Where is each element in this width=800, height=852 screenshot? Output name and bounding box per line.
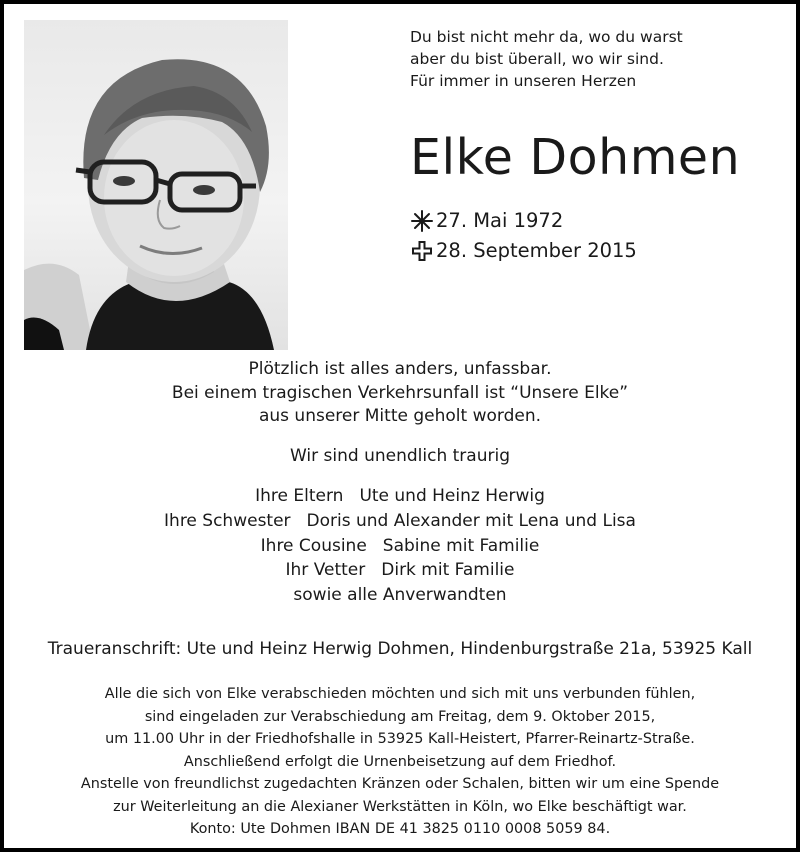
info-line: Alle die sich von Elke verabschieden möchten und sich mit uns verbunden fühlen, xyxy=(104,686,696,702)
mourner-row xyxy=(4,534,796,559)
obituary-notice xyxy=(4,4,796,848)
ceremony-info xyxy=(4,683,796,841)
mourner-relation: Ihre Schwester xyxy=(164,510,291,531)
intro-text xyxy=(4,358,796,429)
intro-line: Plötzlich ist alles anders, unfassbar. xyxy=(248,359,552,379)
mourner-names: Dirk mit Familie xyxy=(381,560,515,581)
mourner-names: Doris und Alexander mit Lena und Lisa xyxy=(306,510,636,531)
poem-line: aber du bist überall, wo wir sind. xyxy=(410,50,664,68)
mourner-row xyxy=(4,509,796,534)
portrait-photo xyxy=(24,20,288,350)
mourner-relation: Ihr Vetter xyxy=(285,560,366,581)
info-line: Anstelle von freundlichst zugedachten Kränzen oder Schalen, bitten wir um eine Spende xyxy=(80,776,720,792)
deceased-name: Elke Dohmen xyxy=(410,129,741,186)
mourning-address: Traueranschrift: Ute und Heinz Herwig Dohmen, Hindenburgstraße 21a, 53925 Kall xyxy=(47,639,753,659)
mourner-row xyxy=(4,484,796,509)
info-line: zur Weiterleitung an die Alexianer Werkstätten in Köln, wo Elke beschäftigt war. xyxy=(113,798,687,815)
mourner-names: Sabine mit Familie xyxy=(382,535,540,556)
birth-date-row xyxy=(410,206,637,236)
info-line: sind eingeladen zur Verabschiedung am Freitag, dem 9. Oktober 2015, xyxy=(144,708,656,725)
info-line: Anschließend erfolgt die Urnenbeisetzung auf dem Friedhof. xyxy=(183,753,617,770)
cross-icon xyxy=(410,240,434,262)
mourner-names: Ute und Heinz Herwig xyxy=(359,486,545,506)
poem xyxy=(410,26,770,92)
death-date: 28. September 2015 xyxy=(436,239,637,262)
portrait-illustration xyxy=(24,20,288,350)
mourner-relation: Ihre Eltern xyxy=(255,486,344,506)
poem-line: Du bist nicht mehr da, wo du warst xyxy=(410,28,683,46)
relatives-line: sowie alle Anverwandten xyxy=(293,585,507,606)
grief-statement: Wir sind unendlich traurig xyxy=(290,446,510,466)
info-line: Konto: Ute Dohmen IBAN DE 41 3825 0110 0008 5059 84. xyxy=(189,821,611,837)
death-date-row xyxy=(410,236,637,266)
life-dates xyxy=(410,206,637,266)
star-icon xyxy=(410,210,434,232)
intro-line: Bei einem tragischen Verkehrsunfall ist “Unsere Elke” xyxy=(171,382,629,403)
mourners-list xyxy=(4,484,796,608)
intro-line: aus unserer Mitte geholt worden. xyxy=(258,406,541,426)
info-line: um 11.00 Uhr in der Friedhofshalle in 53925 Kall-Heistert, Pfarrer-Reinartz-Straße. xyxy=(105,731,695,747)
mourner-relation: Ihre Cousine xyxy=(260,535,367,556)
birth-date: 27. Mai 1972 xyxy=(436,209,564,232)
mourner-row xyxy=(4,558,796,583)
poem-line: Für immer in unseren Herzen xyxy=(410,72,637,90)
